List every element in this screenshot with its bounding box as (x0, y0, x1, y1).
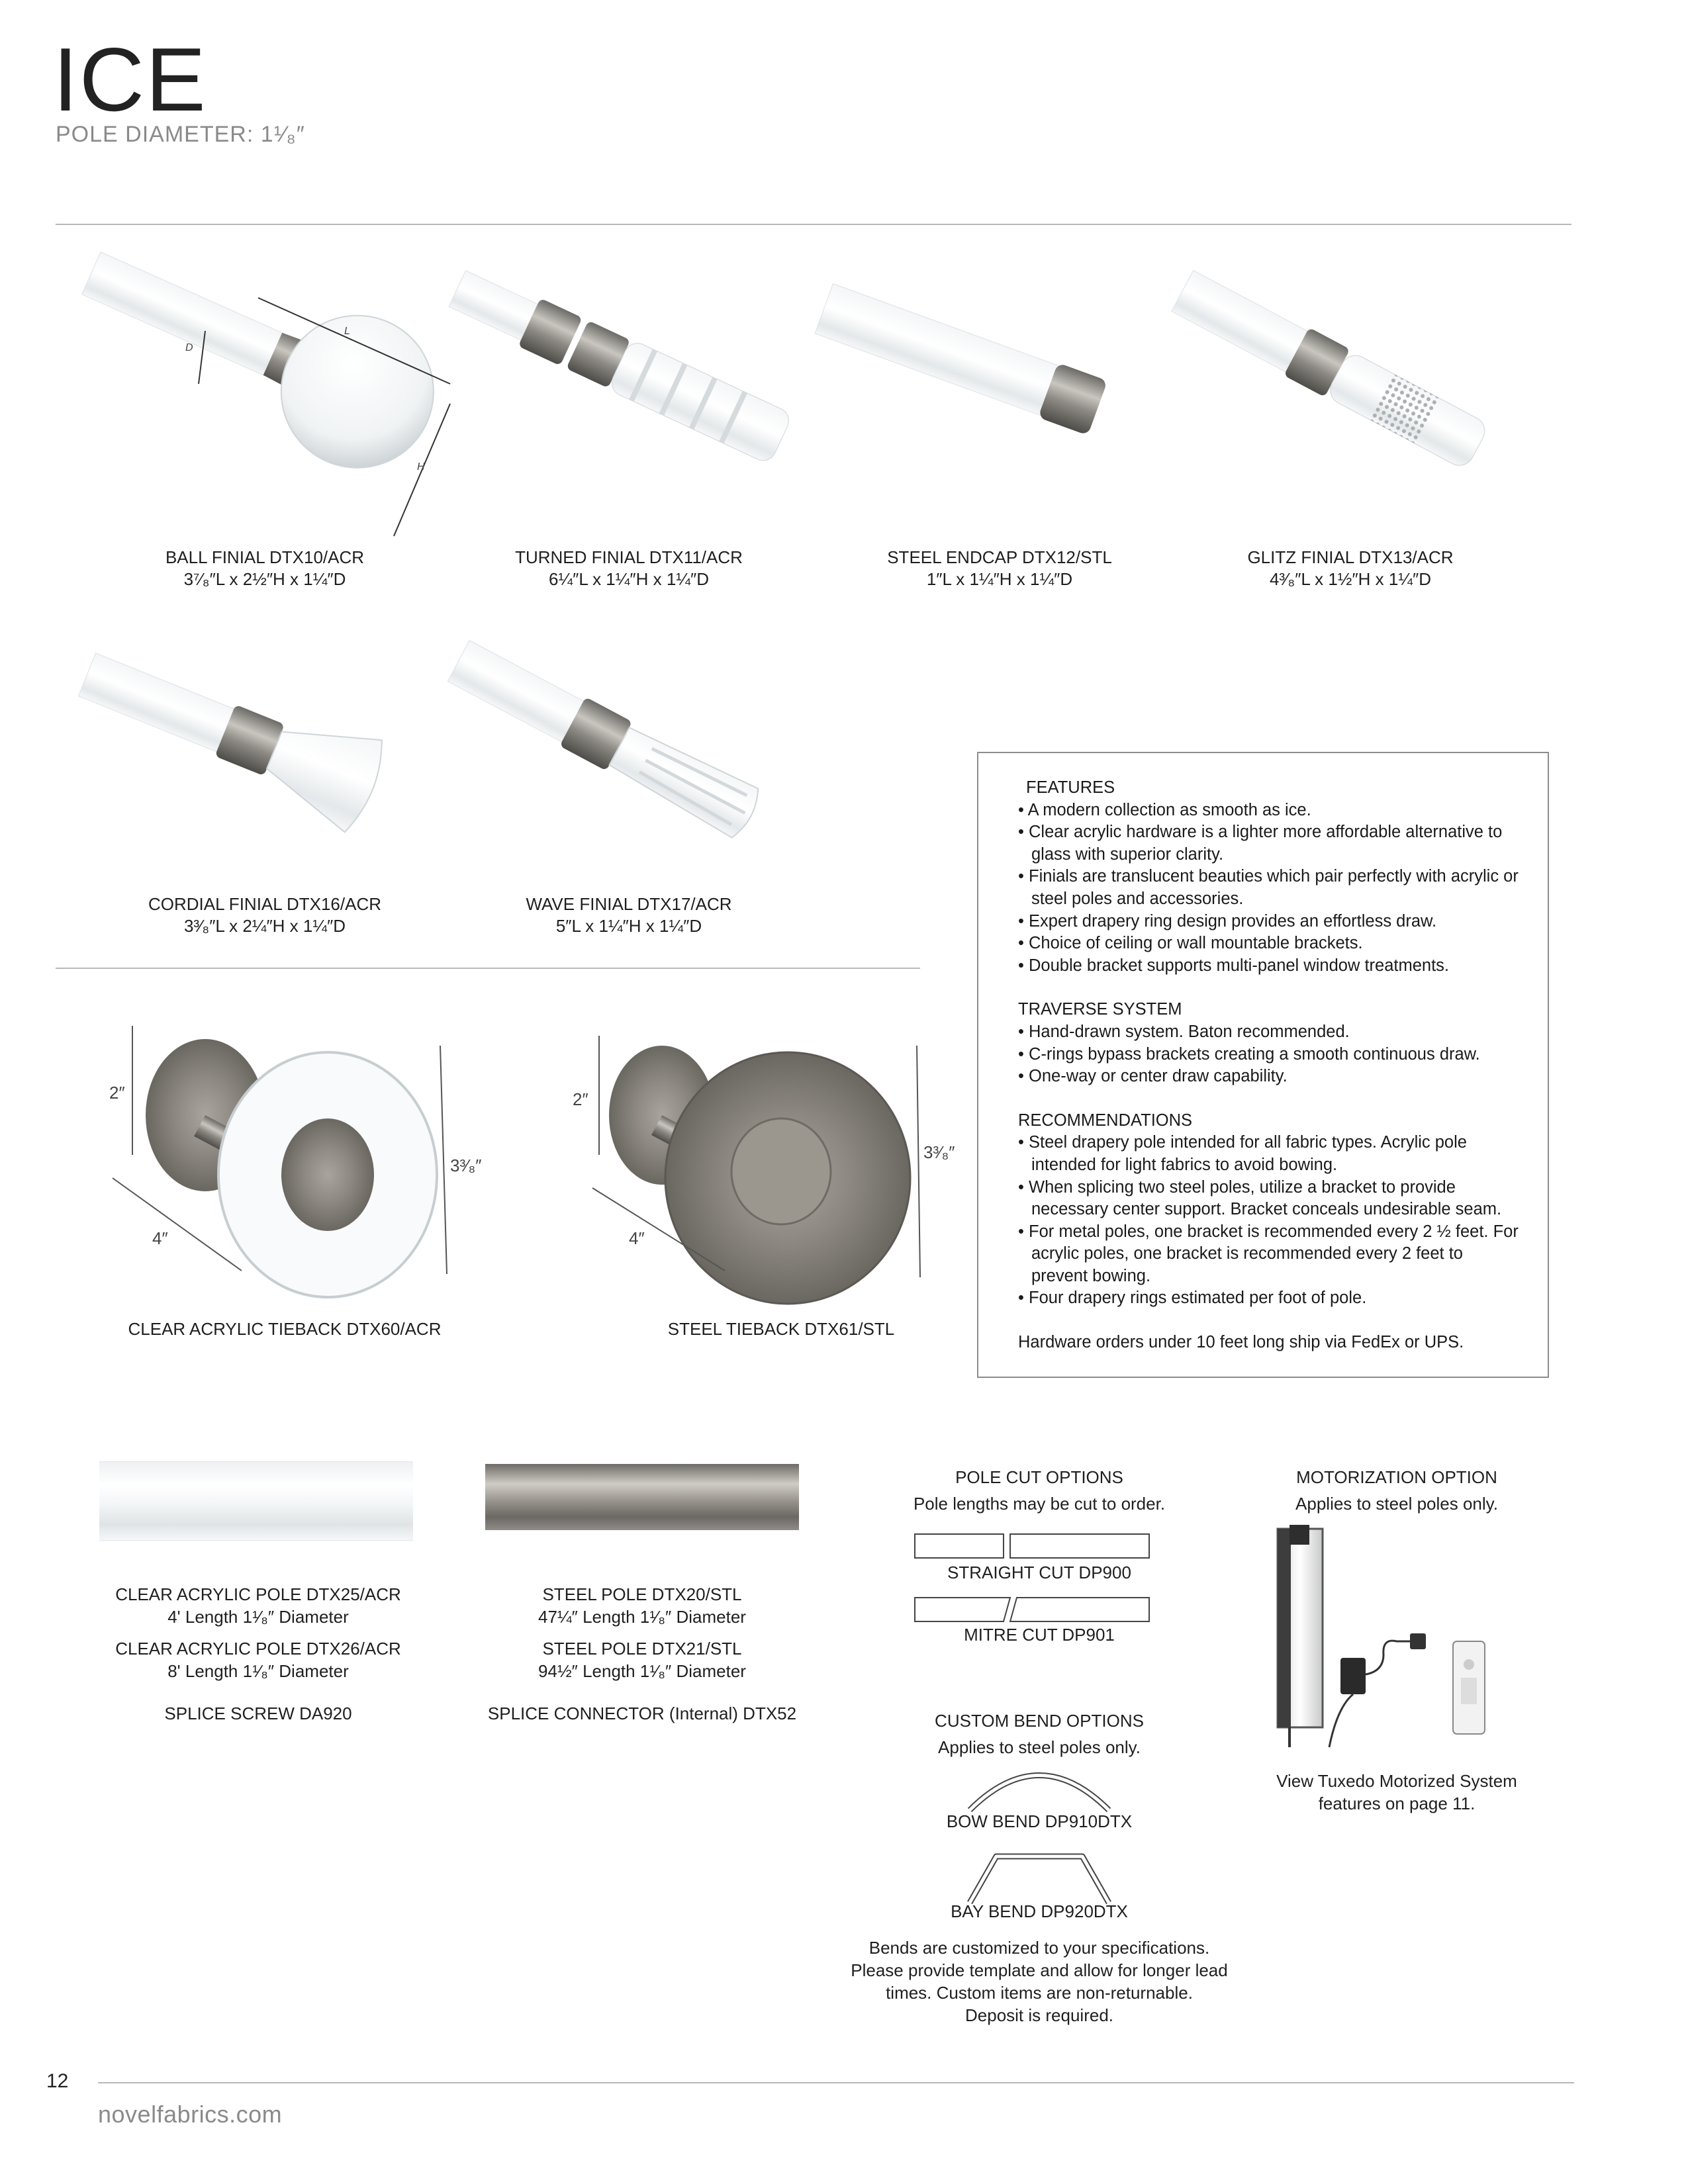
product-name: STEEL ENDCAP DTX12/STL (887, 547, 1112, 567)
feature-item: • A modern collection as smooth as ice. (1018, 800, 1311, 819)
feature-item: • Choice of ceiling or wall mountable brackets. (1018, 934, 1363, 953)
clear-acrylic-pole-caption: CLEAR ACRYLIC POLE DTX25/ACR 4' Length 1¹⁄₈″ Diameter CLEAR ACRYLIC POLE DTX26/ACR 8' Length 1¹⁄₈″ Diameter SPLICE SCREW DA920 (115, 1584, 401, 1723)
custom-bend-options (861, 1707, 1218, 1760)
turned-finial-image (457, 265, 801, 516)
product-dims: 3⁷⁄₈″L x 2½″H x 1¼″D (183, 569, 346, 589)
features-box (977, 752, 1549, 1378)
wave-finial-image (457, 635, 788, 860)
product-name: CORDIAL FINIAL DTX16/ACR (148, 894, 382, 914)
product-dims: 4³⁄₈″L x 1½″H x 1¼″D (1269, 569, 1432, 589)
page-subtitle: POLE DIAMETER: 1¹⁄₈″ (56, 122, 305, 147)
tieback-width-label: 4″ (629, 1228, 645, 1248)
traverse-item: • C-rings bypass brackets creating a smooth continuous draw. (1018, 1044, 1480, 1064)
mitre-cut-label: MITRE CUT DP901 (964, 1625, 1115, 1645)
product-dims: 5″L x 1¼″H x 1¼″D (555, 916, 702, 936)
motorization-option (1244, 1464, 1549, 1517)
section-divider (56, 968, 920, 969)
product-name: TURNED FINIAL DTX11/ACR (515, 547, 743, 567)
tieback-height-label: 3³⁄₈″ (923, 1142, 955, 1162)
mitre-cut-diagram (914, 1595, 1152, 1624)
product-dims: 6¼″L x 1¼″H x 1¼″D (549, 569, 709, 589)
steel-tieback-image (563, 1013, 955, 1291)
traverse-heading: TRAVERSE SYSTEM (1018, 1000, 1182, 1019)
cut-options-subtitle: Pole lengths may be cut to order. (913, 1494, 1166, 1514)
feature-item: • Expert drapery ring design provides an effortless draw. (1018, 911, 1437, 931)
glitz-finial-image (1178, 265, 1523, 503)
feature-item: • Finials are translucent beauties which pair perfectly with acrylic or steel poles and accessories. (1018, 867, 1519, 908)
wave-finial-caption (483, 893, 774, 937)
dim-L-label: L (344, 326, 350, 337)
bow-bend-label: BOW BEND DP910DTX (946, 1811, 1133, 1831)
footer-url[interactable]: novelfabrics.com (98, 2101, 283, 2128)
ball-finial-image (93, 265, 463, 549)
bend-options-subtitle: Applies to steel poles only. (938, 1737, 1141, 1757)
product-dims: 3³⁄₈″L x 2¼″H x 1¼″D (183, 916, 346, 936)
cordial-finial-caption (119, 893, 410, 937)
steel-endcap-caption (854, 547, 1145, 590)
traverse-item: • Hand-drawn system. Baton recommended. (1018, 1022, 1350, 1041)
traverse-item: • One-way or center draw capability. (1018, 1067, 1288, 1086)
product-name: BALL FINIAL DTX10/ACR (165, 547, 365, 567)
tieback-height-label: 3³⁄₈″ (450, 1156, 482, 1175)
bay-bend-diagram (960, 1846, 1119, 1906)
clear-acrylic-tieback-image (99, 1006, 482, 1284)
pole-cut-options (880, 1464, 1198, 1517)
page-title: ICE (53, 29, 207, 130)
shipping-note: Hardware orders under 10 feet long ship via FedEx or UPS. (1018, 1333, 1464, 1352)
bow-bend-diagram (960, 1760, 1119, 1813)
page-number: 12 (46, 2070, 69, 2092)
motorization-title: MOTORIZATION OPTION (1296, 1467, 1497, 1487)
feature-item: • Double bracket supports multi-panel window treatments. (1018, 956, 1449, 975)
dim-D-label: D (185, 342, 193, 353)
bay-bend-label: BAY BEND DP920DTX (951, 1901, 1128, 1921)
product-dims: 1″L x 1¼″H x 1¼″D (926, 569, 1073, 589)
recommendation-item: • Four drapery rings estimated per foot of pole. (1018, 1289, 1367, 1308)
ball-finial-caption (119, 547, 410, 590)
steel-endcap-image (827, 265, 1125, 463)
recommendation-item: • Steel drapery pole intended for all fabric types. Acrylic pole intended for light fabrics to avoid bowing. (1018, 1133, 1467, 1174)
motorization-subtitle: Applies to steel poles only. (1295, 1494, 1498, 1514)
bend-note: Bends are customized to your specifications. Please provide template and allow for longer lead times. Custom items are non-returnable. Deposit is required. (851, 1938, 1228, 2025)
footer-divider (98, 2082, 1574, 2083)
recommendations-heading: RECOMMENDATIONS (1018, 1111, 1193, 1130)
recommendation-item: • For metal poles, one bracket is recommended every 2 ½ feet. For acrylic poles, one bracket is recommended every 2 feet to prevent bowing. (1018, 1222, 1519, 1285)
bend-options-title: CUSTOM BEND OPTIONS (935, 1711, 1144, 1731)
tieback-depth-label: 2″ (109, 1083, 125, 1103)
feature-item: • Clear acrylic hardware is a lighter more affordable alternative to glass with superior clarity. (1018, 823, 1503, 864)
product-name: GLITZ FINIAL DTX13/ACR (1247, 547, 1454, 567)
straight-cut-label: STRAIGHT CUT DP900 (947, 1563, 1131, 1582)
clear-acrylic-tieback-caption: CLEAR ACRYLIC TIEBACK DTX60/ACR (128, 1319, 442, 1339)
dim-H-label: H (417, 461, 425, 473)
tieback-width-label: 4″ (152, 1228, 168, 1248)
steel-pole-caption: STEEL POLE DTX20/STL 47¼″ Length 1¹⁄₈″ Diameter STEEL POLE DTX21/STL 94½″ Length 1¹⁄₈″ Diameter SPLICE CONNECTOR (Internal) DTX52 (487, 1584, 797, 1723)
clear-acrylic-pole-image (99, 1461, 413, 1541)
cut-options-title: POLE CUT OPTIONS (955, 1467, 1123, 1487)
steel-pole-image (485, 1464, 799, 1530)
motorization-note: View Tuxedo Motorized System features on page 11. (1276, 1771, 1517, 1813)
cordial-finial-image (93, 629, 410, 860)
straight-cut-diagram (914, 1531, 1152, 1561)
glitz-finial-caption (1205, 547, 1496, 590)
header-divider (56, 224, 1571, 225)
motor-system-image (1271, 1522, 1496, 1760)
steel-tieback-caption: STEEL TIEBACK DTX61/STL (667, 1319, 895, 1339)
turned-finial-caption (483, 547, 774, 590)
tieback-depth-label: 2″ (573, 1089, 588, 1109)
features-heading: FEATURES (1026, 778, 1115, 797)
product-name: WAVE FINIAL DTX17/ACR (526, 894, 732, 914)
recommendation-item: • When splicing two steel poles, utilize a bracket to provide necessary center support. Bracket conceals undesirable seam. (1018, 1177, 1502, 1219)
